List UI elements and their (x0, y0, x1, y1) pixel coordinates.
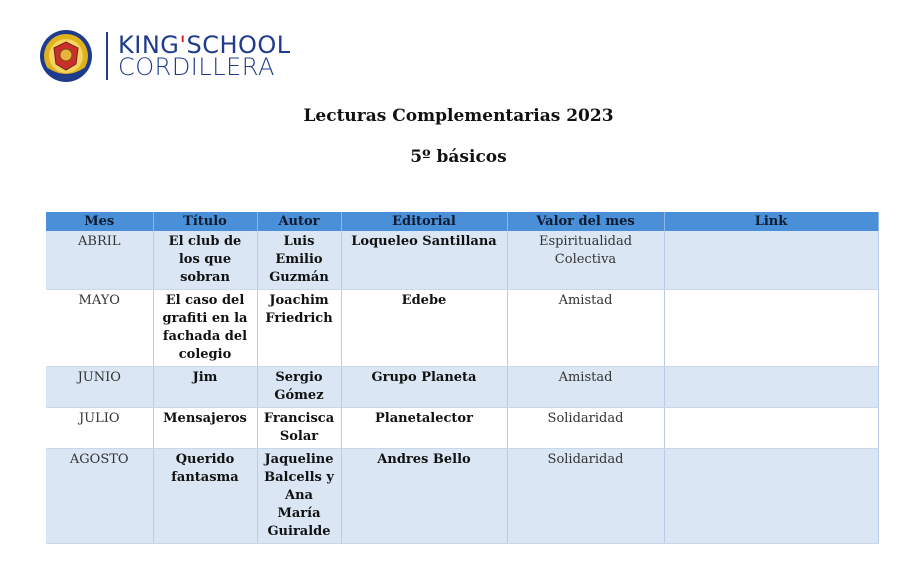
cell-autor: Luis Emilio Guzmán (257, 231, 341, 290)
cell-mes: MAYO (46, 290, 153, 367)
cell-mes: ABRIL (46, 231, 153, 290)
cell-autor: Francisca Solar (257, 408, 341, 449)
cell-editorial: Loqueleo Santillana (341, 231, 507, 290)
table-row (46, 290, 878, 367)
cell-link[interactable] (664, 290, 878, 367)
cell-valor: Amistad (507, 290, 664, 367)
page-title: Lecturas Complementarias 2023 (303, 106, 614, 126)
cell-valor: Espiritualidad Colectiva (507, 231, 664, 290)
logo-king: KING (118, 31, 180, 59)
cell-titulo: Jim (153, 367, 257, 408)
table-header-row (46, 212, 878, 231)
readings-table (46, 212, 879, 544)
cell-autor: Joachim Friedrich (257, 290, 341, 367)
cell-editorial: Planetalector (341, 408, 507, 449)
table-row (46, 367, 878, 408)
cell-link[interactable] (664, 367, 878, 408)
cell-editorial: Grupo Planeta (341, 367, 507, 408)
cell-valor: Amistad (507, 367, 664, 408)
school-logo (38, 28, 291, 84)
cell-editorial: Andres Bello (341, 449, 507, 544)
cell-titulo: Mensajeros (153, 408, 257, 449)
cell-autor: Sergio Gómez (257, 367, 341, 408)
cell-mes: AGOSTO (46, 449, 153, 544)
column-header-titulo: Título (153, 212, 257, 231)
cell-link[interactable] (664, 231, 878, 290)
cell-titulo: Querido fantasma (153, 449, 257, 544)
cell-link[interactable] (664, 408, 878, 449)
column-header-link: Link (664, 212, 878, 231)
school-crest-icon (38, 28, 94, 84)
cell-editorial: Edebe (341, 290, 507, 367)
logo-wordmark (118, 31, 291, 81)
logo-line-2: CORDILLERA (118, 53, 275, 81)
cell-titulo: El caso del grafiti en la fachada del colegio (153, 290, 257, 367)
cell-autor: Jaqueline Balcells y Ana María Guiralde (257, 449, 341, 544)
table-row (46, 449, 878, 544)
cell-mes: JUNIO (46, 367, 153, 408)
page-subtitle: 5º básicos (410, 147, 507, 167)
cell-valor: Solidaridad (507, 408, 664, 449)
table-row (46, 231, 878, 290)
table-row (46, 408, 878, 449)
column-header-valor: Valor del mes (507, 212, 664, 231)
cell-link[interactable] (664, 449, 878, 544)
logo-apostrophe: ' (179, 31, 187, 59)
column-header-editorial: Editorial (341, 212, 507, 231)
cell-titulo: El club de los que sobran (153, 231, 257, 290)
cell-mes: JULIO (46, 408, 153, 449)
logo-school: SCHOOL (186, 31, 291, 59)
cell-valor: Solidaridad (507, 449, 664, 544)
column-header-mes: Mes (46, 212, 153, 231)
logo-divider (106, 32, 108, 80)
column-header-autor: Autor (257, 212, 341, 231)
